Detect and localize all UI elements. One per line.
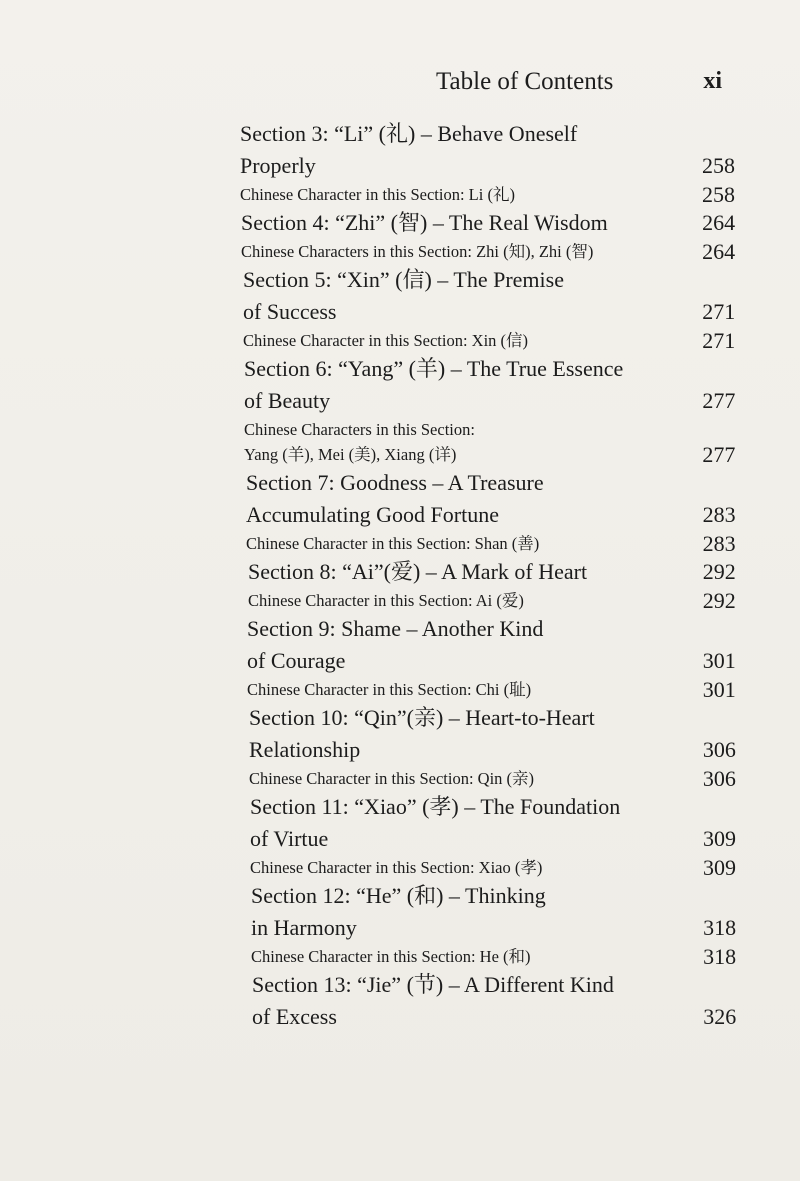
toc-entry-title: Relationship bbox=[249, 737, 361, 762]
toc-entry-sub-page-number: 301 bbox=[702, 677, 736, 702]
toc-entry-title: of Courage bbox=[247, 648, 346, 673]
toc-entry bbox=[244, 353, 735, 467]
toc-entry-title-line bbox=[250, 791, 736, 823]
toc-entry-subline bbox=[249, 766, 736, 791]
toc-entry-title: Section 9: Shame – Another Kind bbox=[247, 616, 544, 641]
toc-entry-subline bbox=[244, 417, 735, 442]
toc-entry-page-number: 318 bbox=[703, 915, 737, 940]
toc-entry-title: Properly bbox=[240, 153, 316, 178]
toc-entry-title-line bbox=[244, 353, 735, 385]
toc-entry-sub-page-number: 264 bbox=[702, 239, 736, 264]
toc-entry-title-line bbox=[247, 613, 736, 645]
toc-entry-subline bbox=[251, 944, 736, 969]
toc-entry-title: Accumulating Good Fortune bbox=[246, 502, 499, 527]
toc-entry-characters: Yang (羊), Mei (美), Xiang (详) bbox=[244, 445, 457, 464]
toc-entry-title: Section 4: “Zhi” (智) – The Real Wisdom bbox=[241, 210, 608, 235]
toc-entry-title-line bbox=[249, 702, 736, 734]
toc-entry-title: of Virtue bbox=[250, 826, 329, 851]
toc-entry-title: Section 7: Goodness – A Treasure bbox=[246, 470, 544, 495]
toc-entry-sub-page-number: 283 bbox=[702, 531, 736, 556]
toc-entry-title-line bbox=[243, 296, 735, 328]
toc-entry bbox=[252, 969, 736, 1033]
toc-entry-characters: Chinese Character in this Section: He (和) bbox=[251, 947, 531, 966]
toc-entry bbox=[250, 791, 736, 880]
toc-entry-page-number: 306 bbox=[702, 737, 736, 762]
toc-entry-title: Section 8: “Ai”(爱) – A Mark of Heart bbox=[248, 559, 588, 584]
toc-entry-title-line bbox=[249, 734, 736, 766]
toc-entry-characters: Chinese Characters in this Section: bbox=[244, 420, 475, 439]
toc-entry-sub-page-number: 258 bbox=[702, 182, 735, 207]
toc-entry-page-number: 301 bbox=[702, 648, 736, 673]
toc-entry-characters: Chinese Character in this Section: Li (礼) bbox=[240, 185, 515, 204]
page-numeral: xi bbox=[703, 68, 722, 94]
toc-entry-subline bbox=[246, 531, 736, 556]
toc-entry-sub-page-number: 318 bbox=[703, 944, 737, 969]
toc-entry-sub-page-number: 292 bbox=[702, 588, 736, 613]
toc-entry bbox=[240, 118, 735, 207]
toc-entry-characters: Chinese Character in this Section: Qin (亲) bbox=[249, 769, 535, 788]
running-header-title: Table of Contents bbox=[436, 68, 614, 95]
toc-entry-characters: Chinese Character in this Section: Xiao (孝) bbox=[250, 858, 543, 877]
toc-entry-title-line bbox=[250, 823, 736, 855]
toc-entry-subline bbox=[248, 588, 736, 613]
toc-entry-characters: Chinese Characters in this Section: Zhi (知), Zhi (智) bbox=[241, 242, 594, 261]
toc-entry-title: Section 11: “Xiao” (孝) – The Foundation bbox=[250, 794, 621, 819]
toc-entry-page-number: 271 bbox=[702, 299, 736, 324]
toc-entry-title: Section 6: “Yang” (羊) – The True Essence bbox=[244, 356, 624, 381]
toc-entry bbox=[248, 556, 736, 613]
toc-entry-subline bbox=[243, 328, 735, 353]
toc-entry-title-line bbox=[244, 385, 735, 417]
toc-entry bbox=[247, 613, 736, 702]
toc-entry bbox=[241, 207, 735, 264]
toc-entry-characters: Chinese Character in this Section: Chi (耻) bbox=[247, 680, 532, 699]
toc-entry-title-line bbox=[246, 499, 736, 531]
toc-entry bbox=[249, 702, 736, 791]
toc-entry-title: Section 13: “Jie” (节) – A Different Kind bbox=[252, 972, 614, 997]
toc-entry-sub-page-number: 309 bbox=[703, 855, 736, 880]
toc-entry-subline bbox=[241, 239, 735, 264]
toc-entry bbox=[251, 880, 736, 969]
toc-entry-title-line bbox=[251, 880, 736, 912]
toc-entry-title: of Success bbox=[243, 299, 337, 324]
toc-entry-title: Section 12: “He” (和) – Thinking bbox=[251, 883, 546, 908]
toc-entry-page-number: 283 bbox=[702, 502, 736, 527]
toc-entry-page-number: 277 bbox=[702, 388, 736, 413]
toc-entry-sub-page-number: 277 bbox=[702, 442, 736, 467]
toc-entry-page-number: 292 bbox=[702, 559, 736, 584]
toc-entry-title: of Beauty bbox=[244, 388, 331, 413]
toc-entry bbox=[243, 264, 735, 353]
toc-entry-page-number: 326 bbox=[703, 1004, 737, 1029]
toc-entry-page-number: 264 bbox=[702, 210, 736, 235]
toc-entry-title-line bbox=[252, 1001, 736, 1033]
toc-entry-subline bbox=[244, 442, 735, 467]
toc-entry-title-line bbox=[240, 118, 735, 150]
toc-entry-title-line bbox=[246, 467, 736, 499]
toc-entry-sub-page-number: 271 bbox=[702, 328, 736, 353]
toc-entry bbox=[246, 467, 736, 556]
toc-entry-title: Section 5: “Xin” (信) – The Premise bbox=[243, 267, 564, 292]
toc-entry-characters: Chinese Character in this Section: Xin (信) bbox=[243, 331, 529, 350]
toc-entry-title-line bbox=[248, 556, 736, 588]
toc-entry-characters: Chinese Character in this Section: Shan (善) bbox=[246, 534, 540, 553]
toc-entry-title-line bbox=[252, 969, 736, 1001]
toc-entry-title-line bbox=[241, 207, 735, 239]
toc-entry-page-number: 258 bbox=[702, 153, 735, 178]
toc-entry-subline bbox=[240, 182, 735, 207]
toc-entry-title-line bbox=[247, 645, 736, 677]
toc-entry-title: of Excess bbox=[252, 1004, 337, 1029]
toc-entry-title-line bbox=[243, 264, 735, 296]
toc-entry-characters: Chinese Character in this Section: Ai (爱) bbox=[248, 591, 524, 610]
toc-entry-title: Section 3: “Li” (礼) – Behave Oneself bbox=[240, 121, 578, 146]
toc-entry-title-line bbox=[240, 150, 735, 182]
toc-entry-title: Section 10: “Qin”(亲) – Heart-to-Heart bbox=[249, 705, 595, 730]
toc-entry-title-line bbox=[251, 912, 736, 944]
toc-entry-subline bbox=[250, 855, 736, 880]
toc-entry-subline bbox=[247, 677, 736, 702]
toc-entry-sub-page-number: 306 bbox=[702, 766, 736, 791]
toc-entry-title: in Harmony bbox=[251, 915, 357, 940]
toc-entry-page-number: 309 bbox=[703, 826, 736, 851]
table-of-contents bbox=[240, 118, 735, 1033]
running-header bbox=[436, 68, 722, 102]
